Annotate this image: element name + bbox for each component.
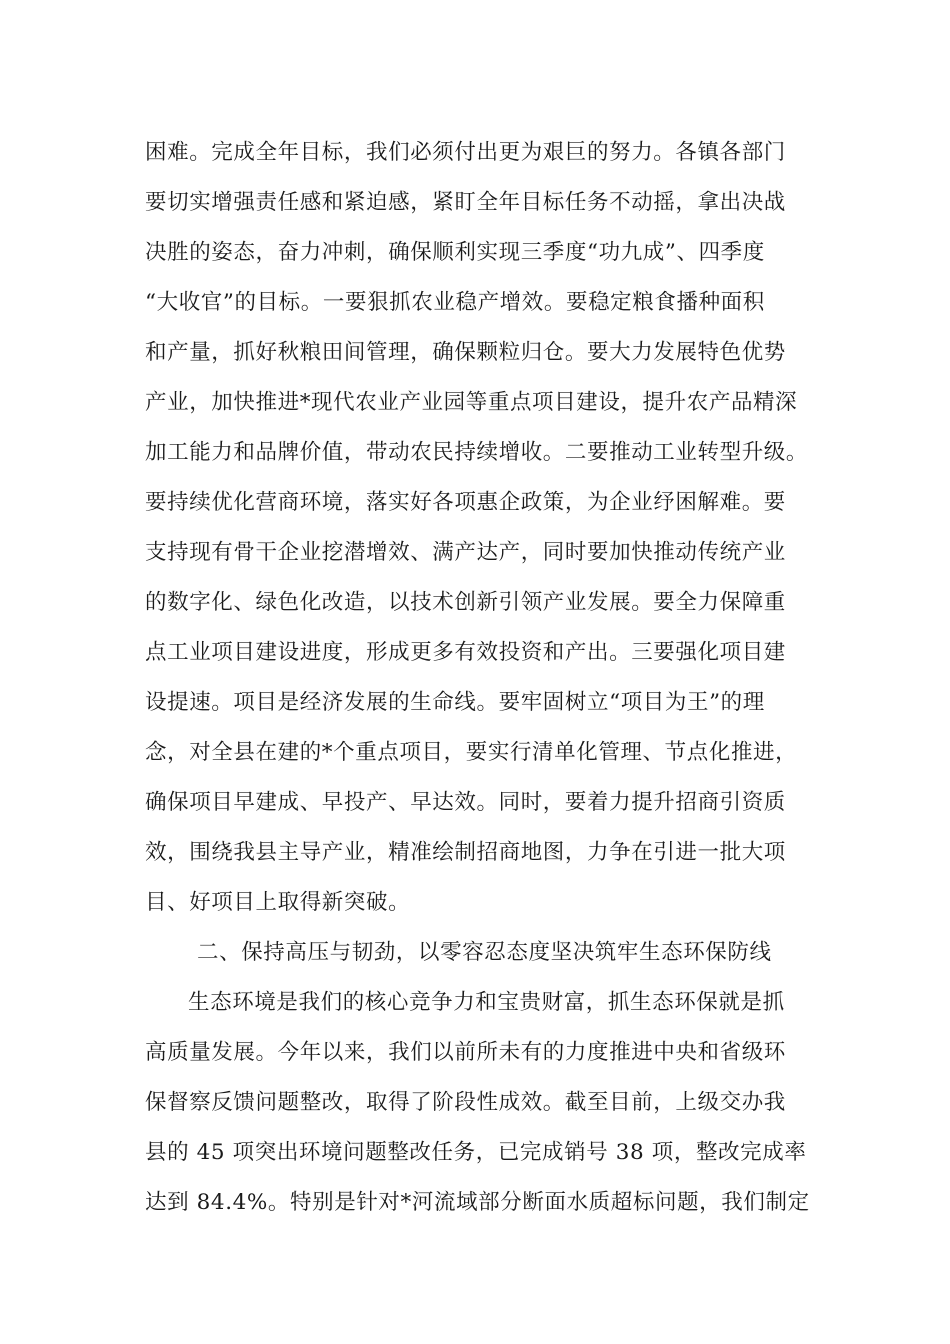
text-line: 困难。完成全年目标，我们必须付出更为艰巨的努力。各镇各部门 bbox=[145, 140, 786, 165]
section-heading: 二、保持高压与韧劲，以零容忍态度坚决筑牢生态环保防线 bbox=[197, 940, 772, 965]
text-line: 支持现有骨干企业挖潜增效、满产达产，同时要加快推动传统产业 bbox=[145, 540, 786, 565]
text-line: 达到 84.4%。特别是针对*河流域部分断面水质超标问题，我们制定 bbox=[145, 1190, 810, 1215]
text-line: 保督察反馈问题整改，取得了阶段性成效。截至目前，上级交办我 bbox=[145, 1090, 786, 1115]
text-line: 目、好项目上取得新突破。 bbox=[145, 890, 411, 915]
text-line: 加工能力和品牌价值，带动农民持续增收。二要推动工业转型升级。 bbox=[145, 440, 809, 465]
text-line: 确保项目早建成、早投产、早达效。同时，要着力提升招商引资质 bbox=[145, 790, 786, 815]
text-line: 决胜的姿态，奋力冲刺，确保顺利实现三季度“功九成”、四季度 bbox=[145, 240, 765, 265]
text-line: “大收官”的目标。一要狠抓农业稳产增效。要稳定粮食播种面积 bbox=[145, 290, 765, 315]
text-line: 效，围绕我县主导产业，精准绘制招商地图，力争在引进一批大项 bbox=[145, 840, 786, 865]
text-line: 要切实增强责任感和紧迫感，紧盯全年目标任务不动摇，拿出决战 bbox=[145, 190, 786, 215]
text-line: 生态环境是我们的核心竞争力和宝贵财富，抓生态环保就是抓 bbox=[188, 990, 785, 1015]
text-line: 念，对全县在建的*个重点项目，要实行清单化管理、节点化推进， bbox=[145, 740, 798, 765]
text-line: 产业，加快推进*现代农业产业园等重点项目建设，提升农产品精深 bbox=[145, 390, 798, 415]
text-line: 的数字化、绿色化改造，以技术创新引领产业发展。要全力保障重 bbox=[145, 590, 786, 615]
text-line: 和产量，抓好秋粮田间管理，确保颗粒归仓。要大力发展特色优势 bbox=[145, 340, 786, 365]
text-line: 高质量发展。今年以来，我们以前所未有的力度推进中央和省级环 bbox=[145, 1040, 786, 1065]
text-line: 要持续优化营商环境，落实好各项惠企政策，为企业纾困解难。要 bbox=[145, 490, 786, 515]
text-line: 点工业项目建设进度，形成更多有效投资和产出。三要强化项目建 bbox=[145, 640, 786, 665]
text-line: 县的 45 项突出环境问题整改任务，已完成销号 38 项，整改完成率 bbox=[145, 1140, 807, 1165]
text-line: 设提速。项目是经济发展的生命线。要牢固树立“项目为王”的理 bbox=[145, 690, 765, 715]
